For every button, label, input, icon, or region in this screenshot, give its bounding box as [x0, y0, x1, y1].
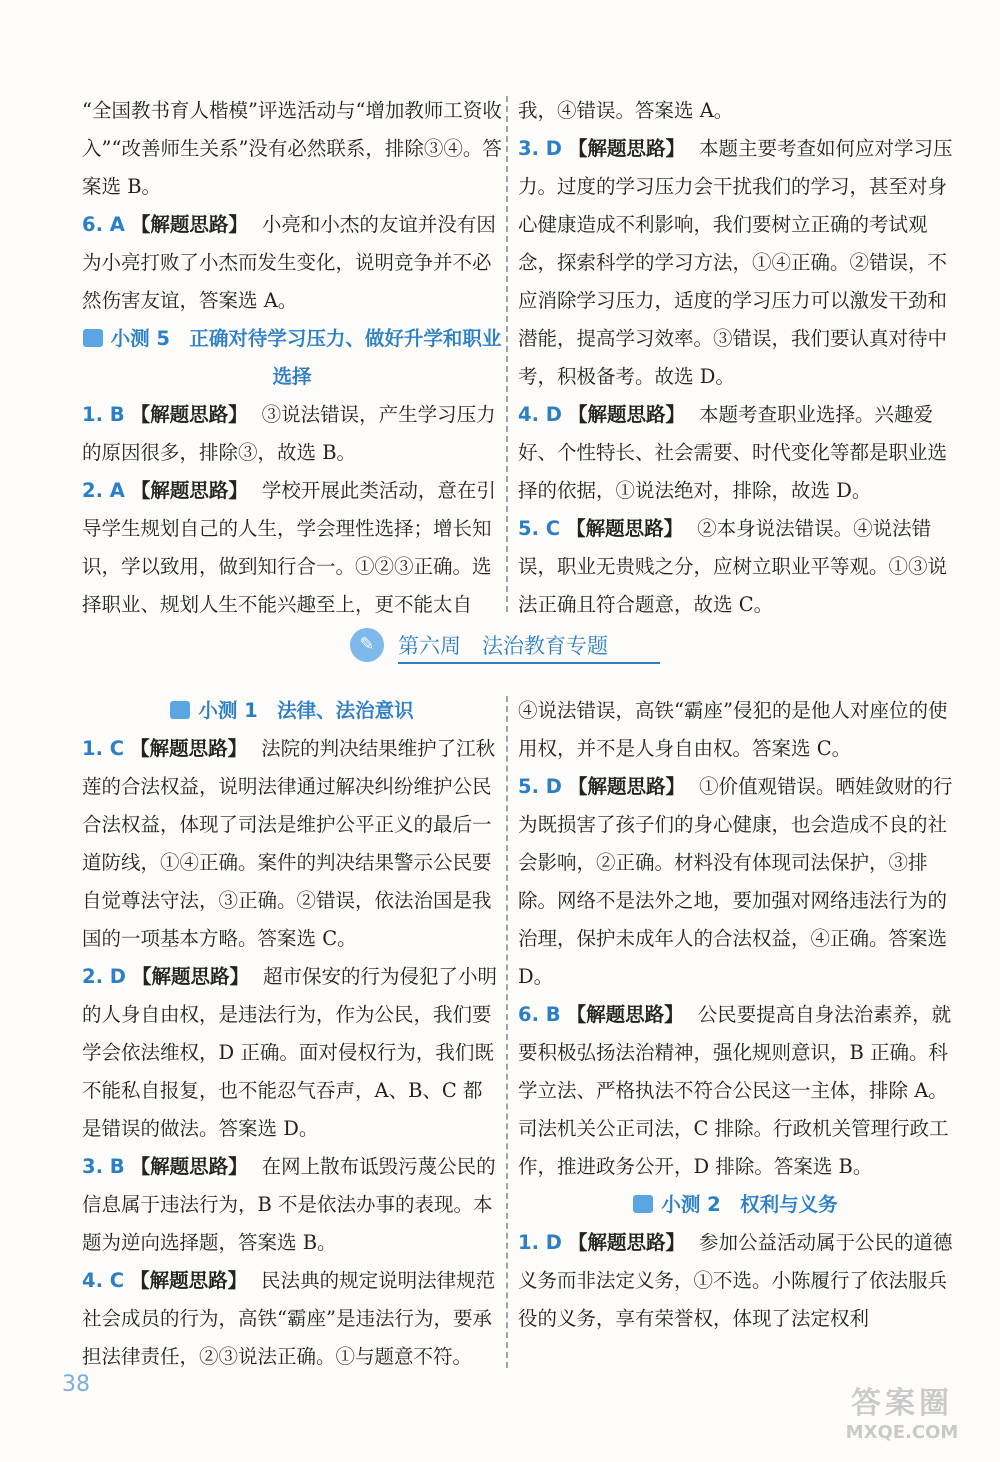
- solution-tag: 【解题思路】: [130, 1155, 248, 1178]
- week-title-text: 第六周 法治教育专题: [398, 634, 608, 658]
- section-heading: [82, 692, 502, 730]
- explanation-text: 民法典的规定说明法律规范社会成员的行为，高铁“霸座”是违法行为，要承担法律责任，②③说法正确。①与题意不符。: [82, 1269, 496, 1368]
- solution-tag: 【解题思路】: [130, 403, 248, 426]
- explanation-text: 学校开展此类活动，意在引导学生规划自己的人生，学会理性选择；增长知识，学以致用，做到知行合一。①②③正确。选择职业、规划人生不能兴趣至上，更不能太自: [82, 479, 496, 616]
- answer-item: [518, 130, 953, 396]
- week-title-underline: [398, 662, 660, 664]
- answer-item: [82, 206, 502, 320]
- answer-label: 4. C: [82, 1269, 125, 1292]
- explanation-text: 小亮和小杰的友谊并没有因为小亮打败了小杰而发生变化，说明竞争并不必然伤害友谊，答案选 A。: [82, 213, 496, 312]
- explanation-text: 本题主要考查如何应对学习压力。过度的学习压力会干扰我们的学习，甚至对身心健康造成不利影响，我们要树立正确的考试观念，探索科学的学习方法，①④正确。②错误，不应消除学习压力，适度的学习压力可以激发干劲和潜能，提高学习效率。③错误，我们要认真对待中考，积极备考。故选 D。: [518, 137, 953, 388]
- solution-tag: 【解题思路】: [130, 479, 248, 502]
- explanation-text: 在网上散布诋毁污蔑公民的信息属于违法行为，B 不是依法办事的表现。本题为逆向选择题，答案选 B。: [82, 1155, 496, 1254]
- solution-tag: 【解题思路】: [131, 965, 249, 988]
- explanation-text: 本题考查职业选择。兴趣爱好、个性特长、社会需要、时代变化等都是职业选择的依据，①说法绝对，排除，故选 D。: [518, 403, 948, 502]
- explanation-text: ④说法错误，高铁“霸座”侵犯的是他人对座位的使用权，并不是人身自由权。答案选 C。: [518, 699, 948, 760]
- pencil-icon: [170, 701, 190, 719]
- explanation-text: “全国教书育人楷模”评选活动与“增加教师工资收入”“改善师生关系”没有必然联系，排除③④。答案选 B。: [82, 99, 502, 198]
- answer-label: 1. C: [82, 737, 125, 760]
- explanation-text: 我，④错误。答案选 A。: [518, 99, 734, 122]
- answer-item: [82, 958, 502, 1148]
- solution-tag: 【解题思路】: [566, 517, 684, 540]
- continued-text: [82, 92, 502, 206]
- answer-label: 5. D: [518, 775, 562, 798]
- continued-text: [518, 692, 953, 768]
- bottom-left-column: [82, 692, 502, 1376]
- explanation-text: 超市保安的行为侵犯了小明的人身自由权，是违法行为，作为公民，我们要学会依法维权，D 正确。面对侵权行为，我们既不能私自报复，也不能忍气吞声，A、B、C 都是错误的做法。答案选 D。: [82, 965, 497, 1140]
- explanation-text: ③说法错误，产生学习压力的原因很多，排除③，故选 B。: [82, 403, 496, 464]
- answer-item: [518, 1224, 953, 1338]
- answer-item: [518, 510, 953, 624]
- explanation-text: 公民要提高自身法治素养，就要积极弘扬法治精神，强化规则意识，B 正确。科学立法、严格执法不符合公民这一主体，排除 A。司法机关公正司法，C 排除。行政机关管理行政工作，推进政务公开，D 排除。答案选 B。: [518, 1003, 952, 1178]
- week-badge-icon: ✎: [350, 628, 384, 662]
- explanation-text: ①价值观错误。晒娃敛财的行为既损害了孩子们的身心健康，也会造成不良的社会影响，②正确。材料没有体现司法保护，③排除。网络不是法外之地，要加强对网络违法行为的治理，保护未成年人的合法权益，④正确。答案选 D。: [518, 775, 953, 988]
- watermark-logo: [822, 1378, 982, 1448]
- answer-item: [518, 996, 953, 1186]
- answer-label: 6. A: [82, 213, 125, 236]
- answer-item: [82, 730, 502, 958]
- section-heading-text: 小测 1 法律、法治意识: [198, 699, 414, 722]
- watermark-text: 答案圈: [851, 1386, 953, 1421]
- answer-item: [82, 396, 502, 472]
- answer-label: 2. D: [82, 965, 126, 988]
- answer-label: 1. B: [82, 403, 125, 426]
- answer-label: 1. D: [518, 1231, 562, 1254]
- section-heading-text: 小测 2 权利与义务: [661, 1193, 838, 1216]
- top-left-column: [82, 92, 502, 624]
- solution-tag: 【解题思路】: [130, 737, 248, 760]
- answer-item: [82, 472, 502, 624]
- column-divider-top: [506, 96, 508, 612]
- solution-tag: 【解题思路】: [567, 1231, 685, 1254]
- page-number: 38: [62, 1372, 90, 1397]
- pencil-icon: [633, 1195, 653, 1213]
- column-divider-bottom: [506, 696, 508, 1368]
- answer-label: 3. D: [518, 137, 562, 160]
- answer-label: 5. C: [518, 517, 561, 540]
- week-title: [340, 622, 670, 670]
- answer-item: [82, 1262, 502, 1376]
- top-right-column: [518, 92, 953, 624]
- explanation-text: 参加公益活动属于公民的道德义务而非法定义务，①不选。小陈履行了依法服兵役的义务，享有荣誉权，体现了法定权利: [518, 1231, 953, 1330]
- answer-item: [518, 396, 953, 510]
- continued-text: [518, 92, 953, 130]
- section-heading: [518, 1186, 953, 1224]
- solution-tag: 【解题思路】: [567, 137, 685, 160]
- solution-tag: 【解题思路】: [567, 775, 685, 798]
- solution-tag: 【解题思路】: [130, 1269, 248, 1292]
- solution-tag: 【解题思路】: [566, 1003, 684, 1026]
- solution-tag: 【解题思路】: [567, 403, 685, 426]
- answer-label: 4. D: [518, 403, 562, 426]
- watermark-domain: MXQE.COM: [845, 1422, 959, 1443]
- answer-item: [82, 1148, 502, 1262]
- answer-label: 6. B: [518, 1003, 561, 1026]
- solution-tag: 【解题思路】: [130, 213, 248, 236]
- section-heading: [82, 320, 502, 396]
- section-heading-text: 小测 5 正确对待学习压力、做好升学和职业选择: [110, 327, 502, 388]
- answer-label: 2. A: [82, 479, 125, 502]
- pencil-icon: [83, 329, 103, 347]
- explanation-text: ②本身说法错误。④说法错误，职业无贵贱之分，应树立职业平等观。①③说法正确且符合题意，故选 C。: [518, 517, 948, 616]
- bottom-right-column: [518, 692, 953, 1338]
- explanation-text: 法院的判决结果维护了江秋莲的合法权益，说明法律通过解决纠纷维护公民合法权益，体现了司法是维护公平正义的最后一道防线，①④正确。案件的判决结果警示公民要自觉尊法守法，③正确。②错误，依法治国是我国的一项基本方略。答案选 C。: [82, 737, 496, 950]
- answer-item: [518, 768, 953, 996]
- answer-label: 3. B: [82, 1155, 125, 1178]
